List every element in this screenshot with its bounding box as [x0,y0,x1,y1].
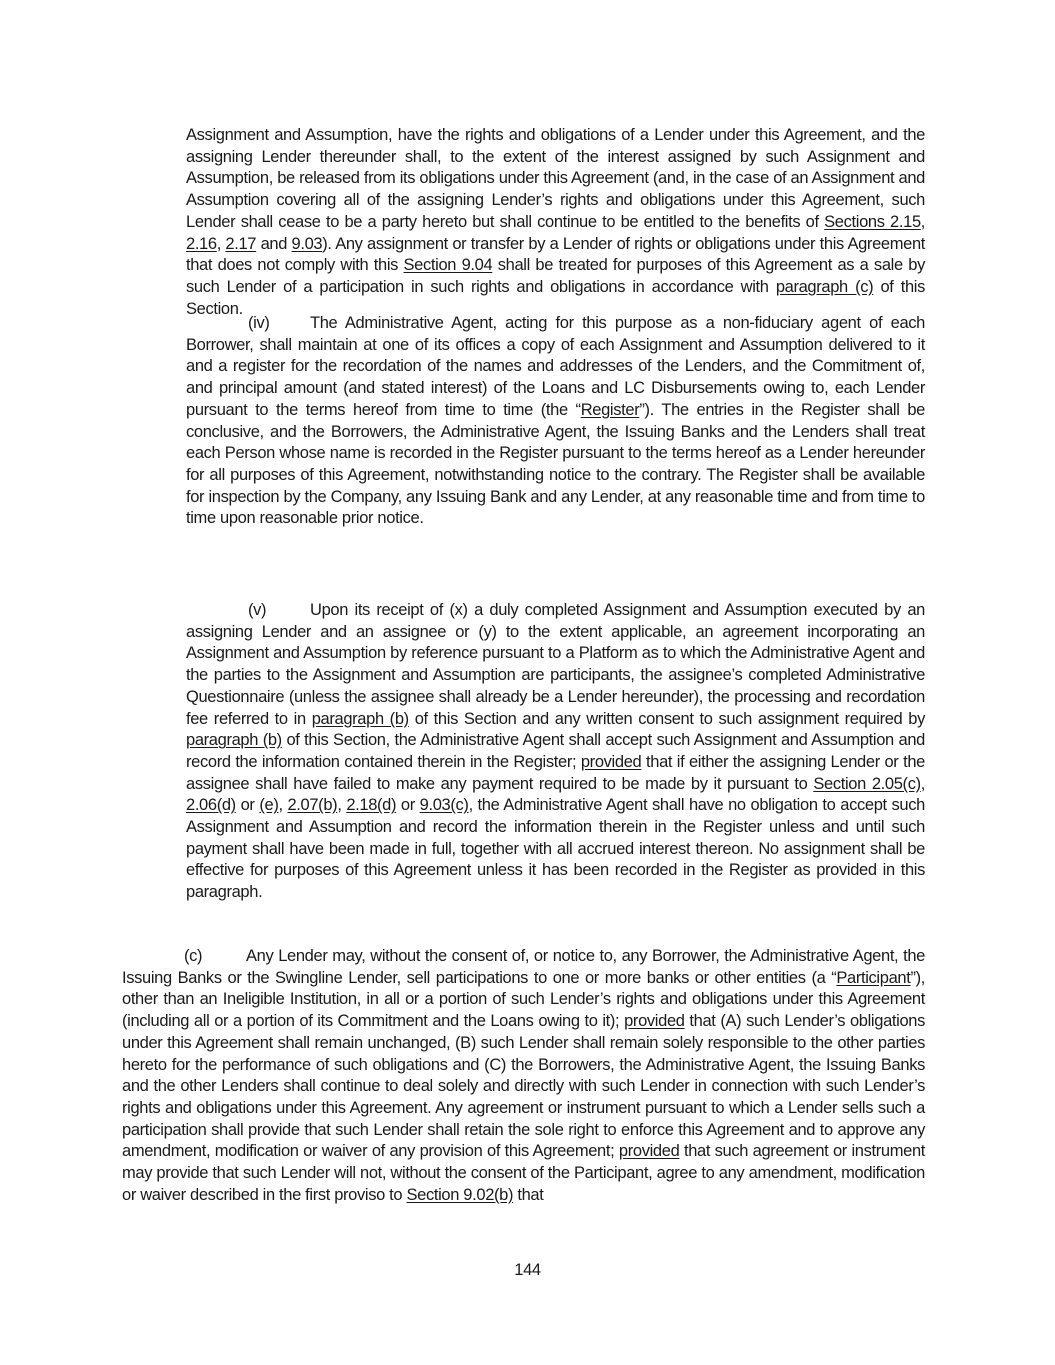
section-ref: Sections 2.15 [824,212,921,231]
text: of this Section, the Administrative Agent shall accept such Assignment and Assumption and record the information contained therein in the Register; [186,731,925,771]
defined-term: provided [580,752,642,771]
text: ”). The entries in the Register shall be conclusive, and the Borrowers, the Administrative Agent, the Issuing Banks and the Lenders shall treat each Person whose name is recorded in the Register pursuant to the terms hereof as a Lender hereunder for all purposes of this Agreement, notwithstanding notice to the contrary. The Register shall be available for inspection by the Company, any Issuing Bank and any Lender, at any reasonable time and from time to time upon reasonable prior notice. [186,400,925,528]
paragraph-receipt-of-assignment [186,600,925,904]
text: ). Any assignment or transfer by a Lender of rights or obligations under this Agreement that does not comply with this [186,234,926,275]
section-ref: 9.03(c) [419,796,469,815]
section-ref: Section 9.04 [403,256,493,275]
section-ref: 2.16 [186,234,217,253]
text: , [920,774,925,793]
text: that [513,1185,544,1204]
paragraph-ref: paragraph (c) [775,277,874,296]
text: , [920,212,926,231]
paragraph-ref: paragraph (b) [186,731,282,750]
section-ref: 2.06(d) [186,796,236,815]
paragraph-ref: paragraph (b) [311,709,409,728]
text: , [278,796,288,815]
defined-term: provided [618,1142,680,1161]
text: ”), other than an Ineligible Institution, in all or a portion of such Lender’s rights and obligations under this Agreement (including all or a portion of its Commitment and the Loans owing to it); [122,968,925,1031]
defined-term: provided [624,1012,685,1031]
text: or [235,796,260,815]
section-ref: Section 2.05(c) [813,774,921,793]
text: and [256,234,292,253]
text: of this Section. [186,277,926,318]
text: that such agreement or instrument may provide that such Lender will not, without the consent of the Participant, agree to any amendment, modification or waiver described in the first proviso to [122,1142,926,1204]
paragraph-assignment-effect [186,125,925,320]
text: or [396,796,420,815]
text: The Administrative Agent, acting for this purpose as a non-fiduciary agent of each Borrower, shall maintain at one of its offices a copy of each Assignment and Assumption delivered to it and a register for the recordation of the names and addresses of the Lenders, and the Commitment of, and principal amount (and stated interest) of the Loans and LC Disbursements owing to, each Lender pursuant to the terms hereof from time to time (the “ [186,314,925,419]
paragraph-register [186,313,925,530]
clause-label: (iv) [248,314,270,332]
section-ref: 2.07(b) [287,796,338,815]
section-ref: 2.18(d) [346,796,397,815]
text: of this Section and any written consent to such assignment required by [408,709,925,728]
page-number: 144 [514,1261,541,1279]
defined-term: Register [580,400,640,419]
text: that if either the assigning Lender or the assignee shall have failed to make any payment required to be made by it pursuant to [186,752,925,793]
text: shall be treated for purposes of this Agreement as a sale by such Lender of a participation in such rights and obligations in accordance with [186,256,925,296]
text: , [337,796,347,815]
clause-label: (c) [184,947,203,965]
text: that (A) such Lender’s obligations under this Agreement shall remain unchanged, (B) such Lender shall remain solely responsible to the other parties hereto for the performance of such obligations and (C) the Borrowers, the Administrative Agent, the Issuing Banks and the other Lenders shall continue to deal solely and directly with such Lender in connection with such Lender’s rights and obligations under this Agreement. Any agreement or instrument pursuant to which a Lender sells such a participation shall provide that such Lender shall retain the sole right to enforce this Agreement and to approve any amendment, modification or waiver of any provision of this Agreement; [122,1012,926,1161]
section-ref: 9.03 [291,234,323,253]
text: , [216,234,226,253]
text: Assignment and Assumption, have the rights and obligations of a Lender under this Agreement, and the assigning Lender thereunder shall, to the extent of the interest assigned by such Assignment and Assumption, be released from its obligations under this Agreement (and, in the case of an Assignment and Assumption covering all of the assigning Lender’s rights and obligations under this Agreement, such Lender shall cease to be a party hereto but shall continue to be entitled to the benefits of [186,126,925,231]
section-ref: (e) [259,796,279,815]
defined-term: Participant [836,968,911,987]
section-ref: Section 9.02(b) [406,1185,514,1204]
text: , the Administrative Agent shall have no obligation to accept such Assignment and Assumption and record the information therein in the Register unless and until such payment shall have been made in full, together with all accrued interest thereon. No assignment shall be effective for purposes of this Agreement unless it has been recorded in the Register as provided in this paragraph. [186,796,925,902]
paragraph-participations [122,946,925,1206]
text: Any Lender may, without the consent of, or notice to, any Borrower, the Administrative Agent, the Issuing Banks or the Swingline Lender, sell participations to one or more banks or other entities (a “ [122,947,925,987]
section-ref: 2.17 [225,234,257,253]
clause-label: (v) [248,601,267,619]
text: Upon its receipt of (x) a duly completed Assignment and Assumption executed by an assigning Lender and an assignee or (y) to the extent applicable, an agreement incorporating an Assignment and Assumption by reference pursuant to a Platform as to which the Administrative Agent and the parties to the Assignment and Assumption are participants, the assignee’s completed Administrative Questionnaire (unless the assignee shall already be a Lender hereunder), the processing and recordation fee referred to in [186,601,925,728]
